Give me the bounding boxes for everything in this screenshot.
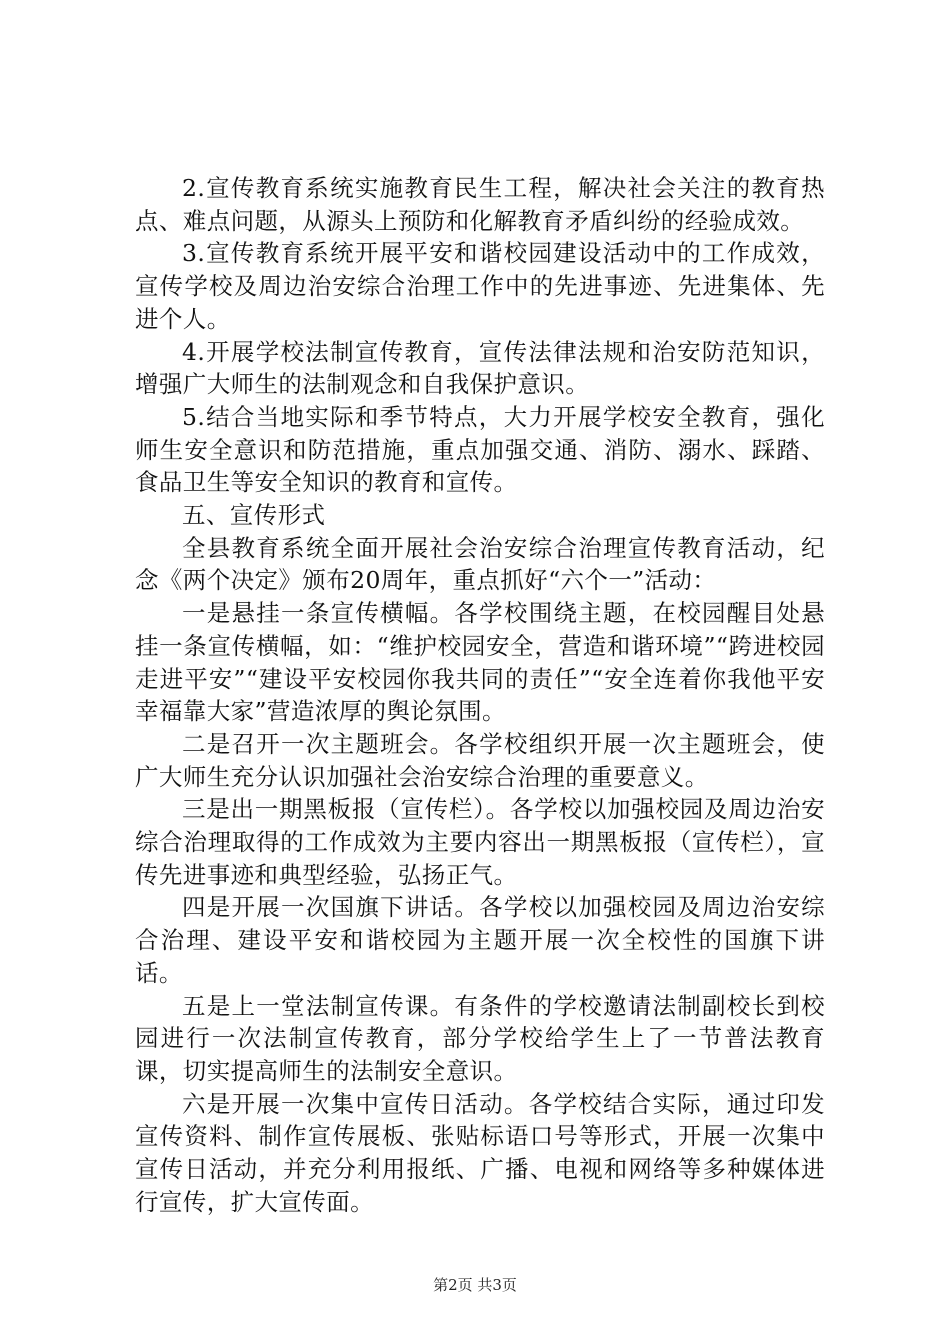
paragraph-item-4: 4.开展学校法制宣传教育，宣传法律法规和治安防范知识，增强广大师生的法制观念和自我保护意识。 [135,337,825,399]
paragraph-item-2: 2.宣传教育系统实施教育民生工程，解决社会关注的教育热点、难点问题，从源头上预防和化解教育矛盾纠纷的经验成效。 [135,174,825,235]
paragraph-activity-5: 五是上一堂法制宣传课。有条件的学校邀请法制副校长到校园进行一次法制宣传教育，部分学校给学生上了一节普法教育课，切实提高师生的法制安全意识。 [135,991,825,1085]
paragraph-activity-4: 四是开展一次国旗下讲话。各学校以加强校园及周边治安综合治理、建设平安和谐校园为主题开展一次全校性的国旗下讲话。 [135,893,825,987]
paragraph-intro: 全县教育系统全面开展社会治安综合治理宣传教育活动，纪念《两个决定》颁布20周年，重点抓好“六个一”活动： [135,533,825,595]
page-number: 第2页 共3页 [433,1276,517,1294]
paragraph-item-3: 3.宣传教育系统开展平安和谐校园建设活动中的工作成效，宣传学校及周边治安综合治理工作中的先进事迹、先进集体、先进个人。 [135,239,825,333]
page-footer [0,1275,950,1295]
paragraph-activity-1: 一是悬挂一条宣传横幅。各学校围绕主题，在校园醒目处悬挂一条宣传横幅，如：“维护校园安全，营造和谐环境”“跨进校园走进平安”“建设平安校园你我共同的责任”“安全连着你我他平安幸福靠大家”营造浓厚的舆论氛围。 [135,599,825,726]
paragraph-activity-2: 二是召开一次主题班会。各学校组织开展一次主题班会，使广大师生充分认识加强社会治安综合治理的重要意义。 [135,729,825,791]
paragraph-activity-6: 六是开展一次集中宣传日活动。各学校结合实际，通过印发宣传资料、制作宣传展板、张贴标语口号等形式，开展一次集中宣传日活动，并充分利用报纸、广播、电视和网络等多种媒体进行宣传，扩大宣传面。 [135,1089,825,1216]
paragraph-activity-3: 三是出一期黑板报（宣传栏）。各学校以加强校园及周边治安综合治理取得的工作成效为主要内容出一期黑板报（宣传栏），宣传先进事迹和典型经验，弘扬正气。 [135,795,825,889]
document-body [135,172,825,1219]
paragraph-item-5: 5.结合当地实际和季节特点，大力开展学校安全教育，强化师生安全意识和防范措施，重点加强交通、消防、溺水、踩踏、食品卫生等安全知识的教育和宣传。 [135,402,825,497]
section-heading: 五、宣传形式 [182,501,326,530]
